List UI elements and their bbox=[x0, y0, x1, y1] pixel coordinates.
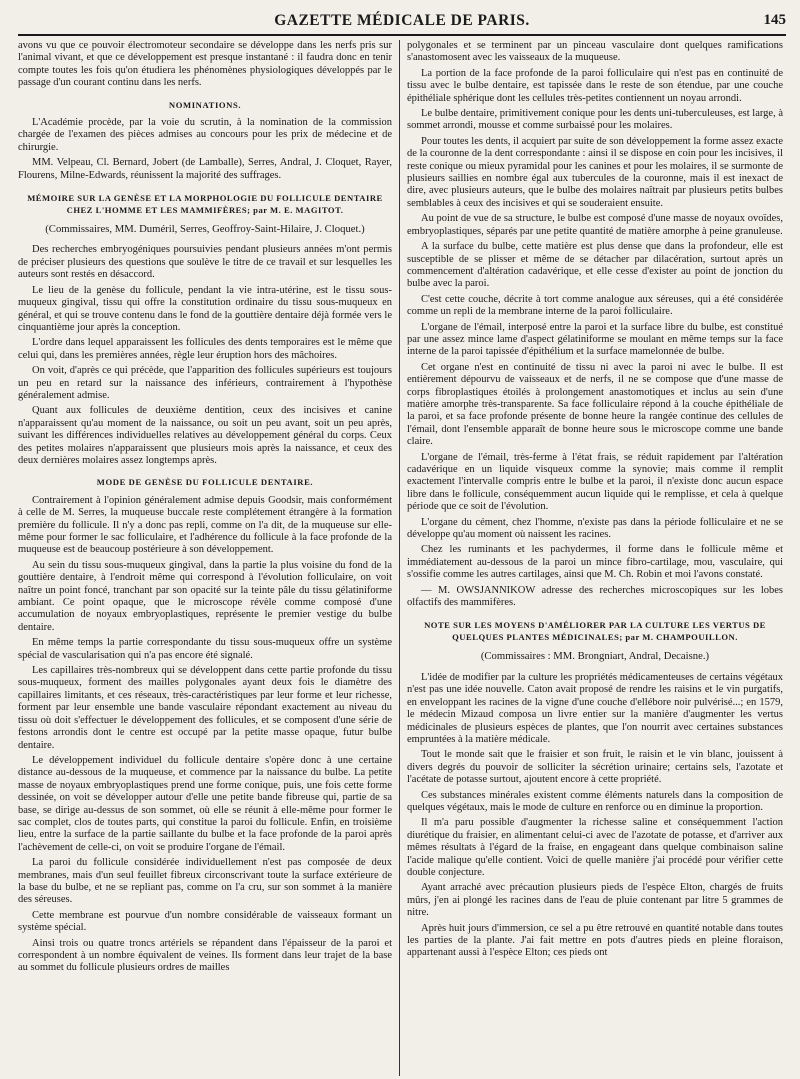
commission-list: (Commissaires : MM. Brongniart, Andral, Decaisne.) bbox=[480, 650, 710, 663]
paragraph: Les capillaires très-nombreux qui se développent dans cette partie profonde du tissu sous-muqueux, forment des mailles polygonales ayant deux fois le diamètre des capillaires limitants, et ces réseaux, très-caractéristiques par leur forme et leur richesse, forment par leur ensemble une bande vasculaire répondant exactement au niveau du tissu où doit s'effectuer le développement des follicules, et se composent d'une série de festons arrondis dont le centre est occupé par la petite masse opaque, futur bulbe dentaire. bbox=[18, 665, 392, 751]
paragraph: Au sein du tissu sous-muqueux gingival, dans la partie la plus voisine du fond de la gouttière dentaire, à l'endroit même qui correspond à l'évolution folliculaire, on voit naître un point foncé, tranchant par son opacité sur la teinte pâle du tissu gélatiniforme ambiant. Ce point opaque, que le microscope révèle comme composé d'une accumulation de noyaux embryoplastiques, représente le premier vestige du bulbe dentaire. bbox=[18, 559, 392, 633]
paragraph: Après huit jours d'immersion, ce sel a pu être retrouvé en quantité notable dans toutes les parties de la plante. J'ai fait mettre en pots d'autres pieds en pleine floraison, appartenant aussi à l'espèce Elton; ces pieds ont bbox=[407, 922, 783, 959]
paragraph: En même temps la partie correspondante du tissu sous-muqueux offre un système spécial de vascularisation qui n'a pas encore été signalé. bbox=[18, 637, 392, 661]
paragraph: Cette membrane est pourvue d'un nombre considérable de vaisseaux formant un système spécial. bbox=[18, 909, 392, 934]
paragraph: Des recherches embryogéniques poursuivies pendant plusieurs années m'ont permis de préciser plusieurs des questions que soulève le titre de ce travail et sur lesquelles les auteurs sont restés en désaccord. bbox=[18, 244, 392, 281]
paragraph: L'organe de l'émail, très-ferme à l'état frais, se réduit rapidement par l'altération cadavérique en un liquide visqueux comme la synovie; mais comme il remplit exactement l'intervalle compris entre le bulbe et la paroi, il n'existe donc aucun espace libre dans le follicule, conséquemment aucun liquide qui le remplisse, et cela à quelque période que ce soit de l'évolution. bbox=[407, 451, 783, 513]
paragraph: Cet organe n'est en continuité de tissu ni avec la paroi ni avec le bulbe. Il est entièrement dépourvu de vaisseaux et de nerfs, il ne se compose que d'une masse de corps fibroplastiques étoilés à prolongement anastomotiques et inclus au sein d'une matière amorphe très-transparente. Sa face folliculaire répond à la couche épithéliale de la paroi, et sa face profonde présente de bonne heure la rangée continue des cellules de l'émail, dont l'ensemble apparaît de bonne heure sous le microscope comme une bande claire. bbox=[407, 361, 783, 448]
commission-list: (Commissaires, MM. Duméril, Serres, Geoffroy-Saint-Hilaire, J. Cloquet.) bbox=[45, 223, 365, 236]
paragraph: Contrairement à l'opinion généralement admise depuis Goodsir, mais conformément à celle de M. Serres, la muqueuse buccale reste complétement étrangère à la formation première du follicule. Il n'y a donc pas repli, comme on l'a dit, de la muqueuse sur elle-même pour former le sac folliculaire, et l'adhérence du follicule à la face profonde de la muqueuse est de beaucoup postérieure à son développement. bbox=[18, 494, 392, 556]
section-heading-nominations: NOMINATIONS. bbox=[168, 99, 242, 110]
paragraph: avons vu que ce pouvoir électromoteur secondaire se développe dans les nerfs pris sur l'animal vivant, et que ce développement est presque instantané : il faudra donc en tenir compte toutes les fois qu'on étudiera les phénomènes physiologiques développés par le passage d'un courant continu dans les nerfs. bbox=[18, 40, 392, 89]
paragraph: A la surface du bulbe, cette matière est plus dense que dans la profondeur, elle est susceptible de se plisser et même de se détacher par dilacération, surtout après un commencement d'altération cadavérique, et elle cesse d'exister au point de jonction du bulbe avec la paroi. bbox=[407, 241, 783, 290]
paragraph: Tout le monde sait que le fraisier et son fruit, le raisin et le vin blanc, jouissent à divers degrés du pouvoir de solliciter la sécrétion urinaire; certains sels, l'azotate et l'acétate de potasse surtout, ajoutent encore à cette propriété. bbox=[407, 749, 783, 786]
paragraph: Pour toutes les dents, il acquiert par suite de son développement la forme assez exacte de la couronne de la dent correspondante : ainsi il se dispose en coin pour les incisives, il reste conique ou mieux pyramidal pour les canines et pour les molaires, il se surmonte de plusieurs saillies en nombre égal aux tubercules de la couronne, mais il est inexact de dire, avec plusieurs auteurs, que le bulbe des molaires naîtrait par plusieurs petits bulbes semblables à ceux des incisives et qui se souderaient ensuite. bbox=[407, 135, 783, 209]
column-divider bbox=[399, 40, 400, 1076]
paragraph: Ayant arraché avec précaution plusieurs pieds de l'espèce Elton, chargés de fruits mûrs, j'en ai plongé les racines dans de l'eau de pluie contenant par litre 5 grammes de nitre. bbox=[407, 882, 783, 919]
right-column bbox=[407, 40, 783, 1076]
paragraph: MM. Velpeau, Cl. Bernard, Jobert (de Lamballe), Serres, Andral, J. Cloquet, Rayer, Flourens, Milne-Edwards, réunissent la majorité des suffrages. bbox=[18, 157, 392, 181]
section-heading-note: NOTE SUR LES MOYENS D'AMÉLIORER PAR LA CULTURE LES VERTUS DE QUELQUES PLANTES MÉDICINALES; par M. CHAMPOUILLON. bbox=[424, 620, 766, 643]
paragraph: L'organe de l'émail, interposé entre la paroi et la surface libre du bulbe, est constitué par une assez mince lame d'aspect gélatiniforme se moulant en même temps sur la face interne de la paroi tapissée d'épithélium et la surface mamelonnée de bulbe. bbox=[407, 321, 783, 358]
paragraph: Au point de vue de sa structure, le bulbe est composé d'une masse de noyaux ovoïdes, embryoplastiques, séparés par une petite quantité de matière amorphe à peine granuleuse. bbox=[407, 213, 783, 237]
paragraph: L'idée de modifier par la culture les propriétés médicamenteuses de certains végétaux n'est pas une idée nouvelle. Caton avait proposé de rendre les raisins et le vin purgatifs, en enveloppant les racines de la vigne d'une couche d'ellébore noir pulvérisé...; en 1579, le médecin Mizaud composa un livre entier sur la manière d'augmenter les vertus médicinales de plusieurs espèces de plantes, que l'on nourrit avec certaines substances empruntées à la matière médicale. bbox=[407, 671, 783, 745]
paragraph: Le lieu de la genèse du follicule, pendant la vie intra-utérine, est le tissu sous-muqueux gingival, tissu qui offre la constitution ordinaire du tissu sous-muqueux en général, et qui se trouve contenu dans le fond de la gouttière dentaire déjà formée vers le cinquantième jour après la conception. bbox=[18, 284, 392, 333]
section-heading-memoire: MÉMOIRE SUR LA GENÈSE ET LA MORPHOLOGIE DU FOLLICULE DENTAIRE CHEZ L'HOMME ET LES MAMMIFÈRES; par M. E. MAGITOT. bbox=[27, 193, 383, 216]
paragraph: Quant aux follicules de deuxième dentition, ceux des incisives et canine n'apparaissent qu'au moment de la naissance, ou soit un peu avant, soit un peu après, suivant les différences individuelles relatives au développement général du corps. Ceux des petites molaires n'apparaissent que plusieurs mois après la naissance, et ceux des deux dernières molaires assez longtemps après. bbox=[18, 405, 392, 466]
running-head bbox=[18, 10, 786, 36]
paragraph: — M. OWSJANNIKOW adresse des recherches microscopiques sur les lobes olfactifs des mammifères. bbox=[407, 584, 783, 609]
section-heading-mode: MODE DE GENÈSE DU FOLLICULE DENTAIRE. bbox=[96, 477, 314, 488]
paragraph: Le développement individuel du follicule dentaire s'opère donc à une certaine distance au-dessous de la muqueuse, et commence par la naissance du bulbe. La petite masse de noyaux embryoplastiques prend une forme conique, puis, une fois cette forme dessinée, on voit se développer autour d'elle une petite bande fibreuse qui, partie de sa base, se dirige au-dessus de son sommet, où elle se réunit à elle-même pour former le sac complet, clos de toutes parts, qui constitue la paroi du follicule. Enfin, en troisième lieu, entre la surface de la partie saillante du bulbe et la face profonde de la paroi après l'achèvement de celle-ci, on voit se produire l'organe de l'émail. bbox=[18, 754, 392, 853]
paragraph: Ces substances minérales existent comme éléments naturels dans la composition de quelques végétaux, mais le mode de culture en renforce ou en diminue la proportion. bbox=[407, 789, 783, 813]
left-column bbox=[18, 40, 392, 1076]
paragraph: On voit, d'après ce qui précède, que l'apparition des follicules supérieurs est toujours un peu en retard sur la naissance des inférieurs, contrairement à l'hypothèse généralement admise. bbox=[18, 365, 392, 401]
journal-title: GAZETTE MÉDICALE DE PARIS. bbox=[274, 12, 530, 29]
paragraph: L'ordre dans lequel apparaissent les follicules des dents temporaires est le même que celui qui, dans les premières années, règle leur éruption hors des mâchoires. bbox=[18, 337, 392, 361]
paragraph: L'Académie procède, par la voie du scrutin, à la nomination de la commission chargée de l'examen des pièces admises au concours pour les prix de médecine et de chirurgie. bbox=[18, 117, 392, 153]
paragraph: L'organe du cément, chez l'homme, n'existe pas dans la période folliculaire et ne se développe qu'au moment où naissent les racines. bbox=[407, 516, 783, 541]
page-number: 145 bbox=[763, 12, 786, 28]
paragraph: polygonales et se terminent par un pinceau vasculaire dont quelques ramifications s'anastomosent avec les vaisseaux de la muqueuse. bbox=[407, 40, 783, 64]
paragraph: Il m'a paru possible d'augmenter la richesse saline et conséquemment l'action diurétique du fraisier, en alimentant celui-ci avec de l'azotate de potasse, et d'arriver aux mêmes résultats à l'égard de la fraise, en engageant dans quelque combinaison saline l'acide malique qu'elle contient. Voici de quelle manière j'ai procédé pour vérifier cette double conjecture. bbox=[407, 817, 783, 878]
paragraph: Ainsi trois ou quatre troncs artériels se répandent dans l'épaisseur de la paroi et correspondent à un nombre équivalent de veines. Ils forment dans leur trajet de la base au sommet du follicule plusieurs ordres de mailles bbox=[18, 937, 392, 974]
paragraph: Chez les ruminants et les pachydermes, il forme dans le follicule même et immédiatement au-dessous de la paroi un mince fibro-cartilage, mou, vasculaire, qui s'ossifie comme les autres cartilages, ainsi que M. Ch. Robin et moi l'avons constaté. bbox=[407, 544, 783, 581]
paragraph: C'est cette couche, décrite à tort comme analogue aux séreuses, qui a été considérée comme un repli de la membrane interne de la paroi folliculaire. bbox=[407, 293, 783, 318]
paragraph: La paroi du follicule considérée individuellement n'est pas composée de deux membranes, mais d'un seul feuillet fibreux circonscrivant toute la surface extérieure de la base du bulbe, et ne se repliant pas, comme on l'a cru, sur son sommet à la manière des séreuses. bbox=[18, 857, 392, 906]
paragraph: Le bulbe dentaire, primitivement conique pour les dents uni-tuberculeuses, est large, à sommet arrondi, mousse et comme surbaissé pour les molaires. bbox=[407, 108, 783, 132]
paragraph: La portion de la face profonde de la paroi folliculaire qui n'est pas en continuité de tissu avec le bulbe dentaire, est tapissée dans le reste de son étendue, par une couche épithéliale sphérique dont les cellules très-petites contiennent un noyau arrondi. bbox=[407, 67, 783, 104]
